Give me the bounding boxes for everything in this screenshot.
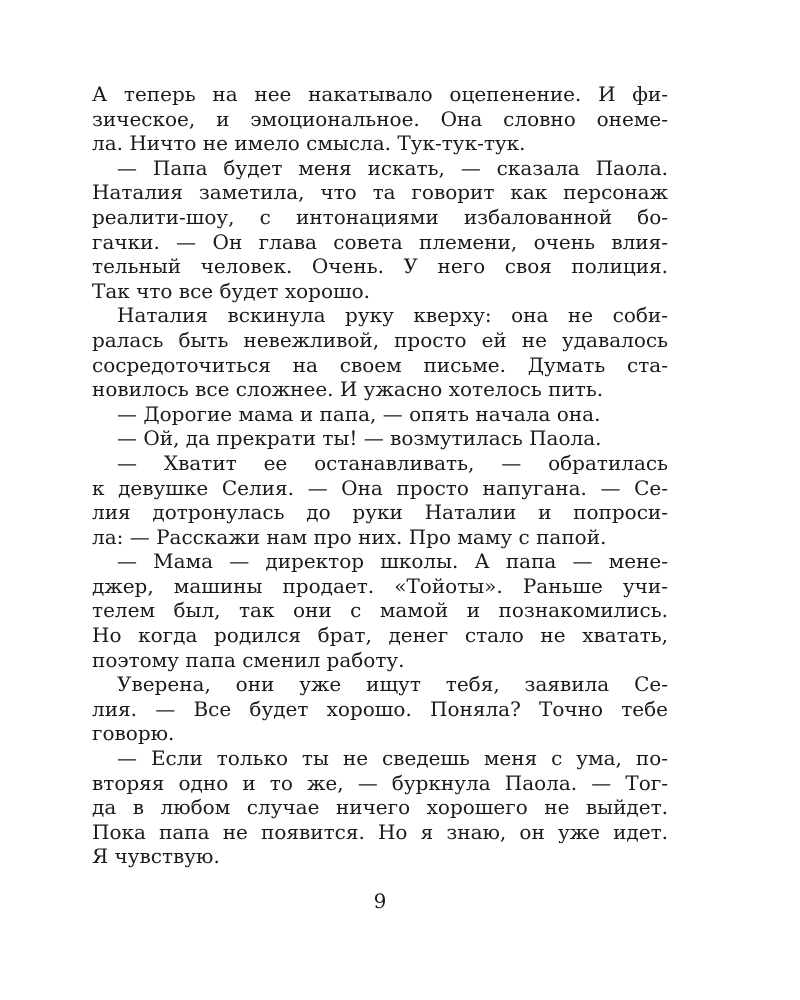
page-number: 9: [373, 889, 387, 913]
text-line: да в любом случае ничего хорошего не выйдет.: [92, 795, 668, 820]
text-line: к девушке Селия. — Она просто напугана. — Се-: [92, 475, 668, 500]
text-line: говорю.: [92, 721, 175, 746]
text-line: — Ой, да прекрати ты! — возмутилась Паола.: [117, 426, 602, 451]
text-line: ралась быть невежливой, просто ей не удавалось: [92, 327, 668, 352]
text-line: — Дорогие мама и папа, — опять начала она.: [117, 401, 601, 426]
text-line: лия дотронулась до руки Наталии и попроси-: [92, 500, 668, 525]
paragraph: [92, 426, 668, 451]
text-line: поэтому папа сменил работу.: [92, 647, 405, 672]
paragraph: [92, 402, 668, 427]
text-line: джер, машины продает. «Тойоты». Раньше учи-: [92, 573, 668, 598]
text-line: гачки. — Он глава совета племени, очень влия-: [92, 229, 668, 254]
body-text: [92, 82, 668, 869]
text-line: ла. Ничто не имело смысла. Тук-тук-тук.: [92, 131, 526, 156]
text-line: Так что все будет хорошо.: [92, 278, 370, 303]
paragraph: [92, 549, 668, 672]
paragraph: [92, 156, 668, 304]
text-line: Я чувствую.: [92, 844, 220, 869]
text-line: — Мама — директор школы. А папа — мене-: [117, 549, 668, 574]
text-line: Уверена, они уже ищут тебя, заявила Се-: [117, 672, 668, 697]
text-line: новилось все сложнее. И ужасно хотелось пить.: [92, 377, 604, 402]
text-line: Пока папа не появится. Но я знаю, он уже идет.: [92, 819, 668, 844]
text-line: — Если только ты не сведешь меня с ума, по-: [117, 746, 668, 771]
text-line: телем был, так они с мамой и познакомились.: [92, 598, 668, 623]
text-line: Наталия вскинула руку кверху: она не соби-: [117, 303, 668, 328]
text-line: — Папа будет меня искать, — сказала Паола.: [117, 155, 668, 180]
paragraph: [92, 746, 668, 869]
text-line: тельный человек. Очень. У него своя полиция.: [92, 254, 668, 279]
text-line: А теперь на нее накатывало оцепенение. И фи-: [92, 82, 668, 106]
text-line: вторяя одно и то же, — буркнула Паола. — Тог-: [92, 770, 668, 795]
text-line: ла: — Расскажи нам про них. Про маму с папой.: [92, 524, 607, 549]
text-line: сосредоточиться на своем письме. Думать ста-: [92, 352, 668, 377]
paragraph: [92, 303, 668, 401]
paragraph: [92, 672, 668, 746]
paragraph: [92, 82, 668, 156]
text-line: реалити-шоу, с интонациями избалованной бо-: [92, 204, 668, 229]
text-line: Наталия заметила, что та говорит как персонаж: [92, 180, 668, 205]
text-line: зическое, и эмоциональное. Она словно онеме-: [92, 106, 668, 131]
paragraph: [92, 451, 668, 549]
text-line: Но когда родился брат, денег стало не хватать,: [92, 623, 668, 648]
text-line: лия. — Все будет хорошо. Поняла? Точно тебе: [92, 696, 668, 721]
text-line: — Хватит ее останавливать, — обратилась: [117, 450, 668, 475]
